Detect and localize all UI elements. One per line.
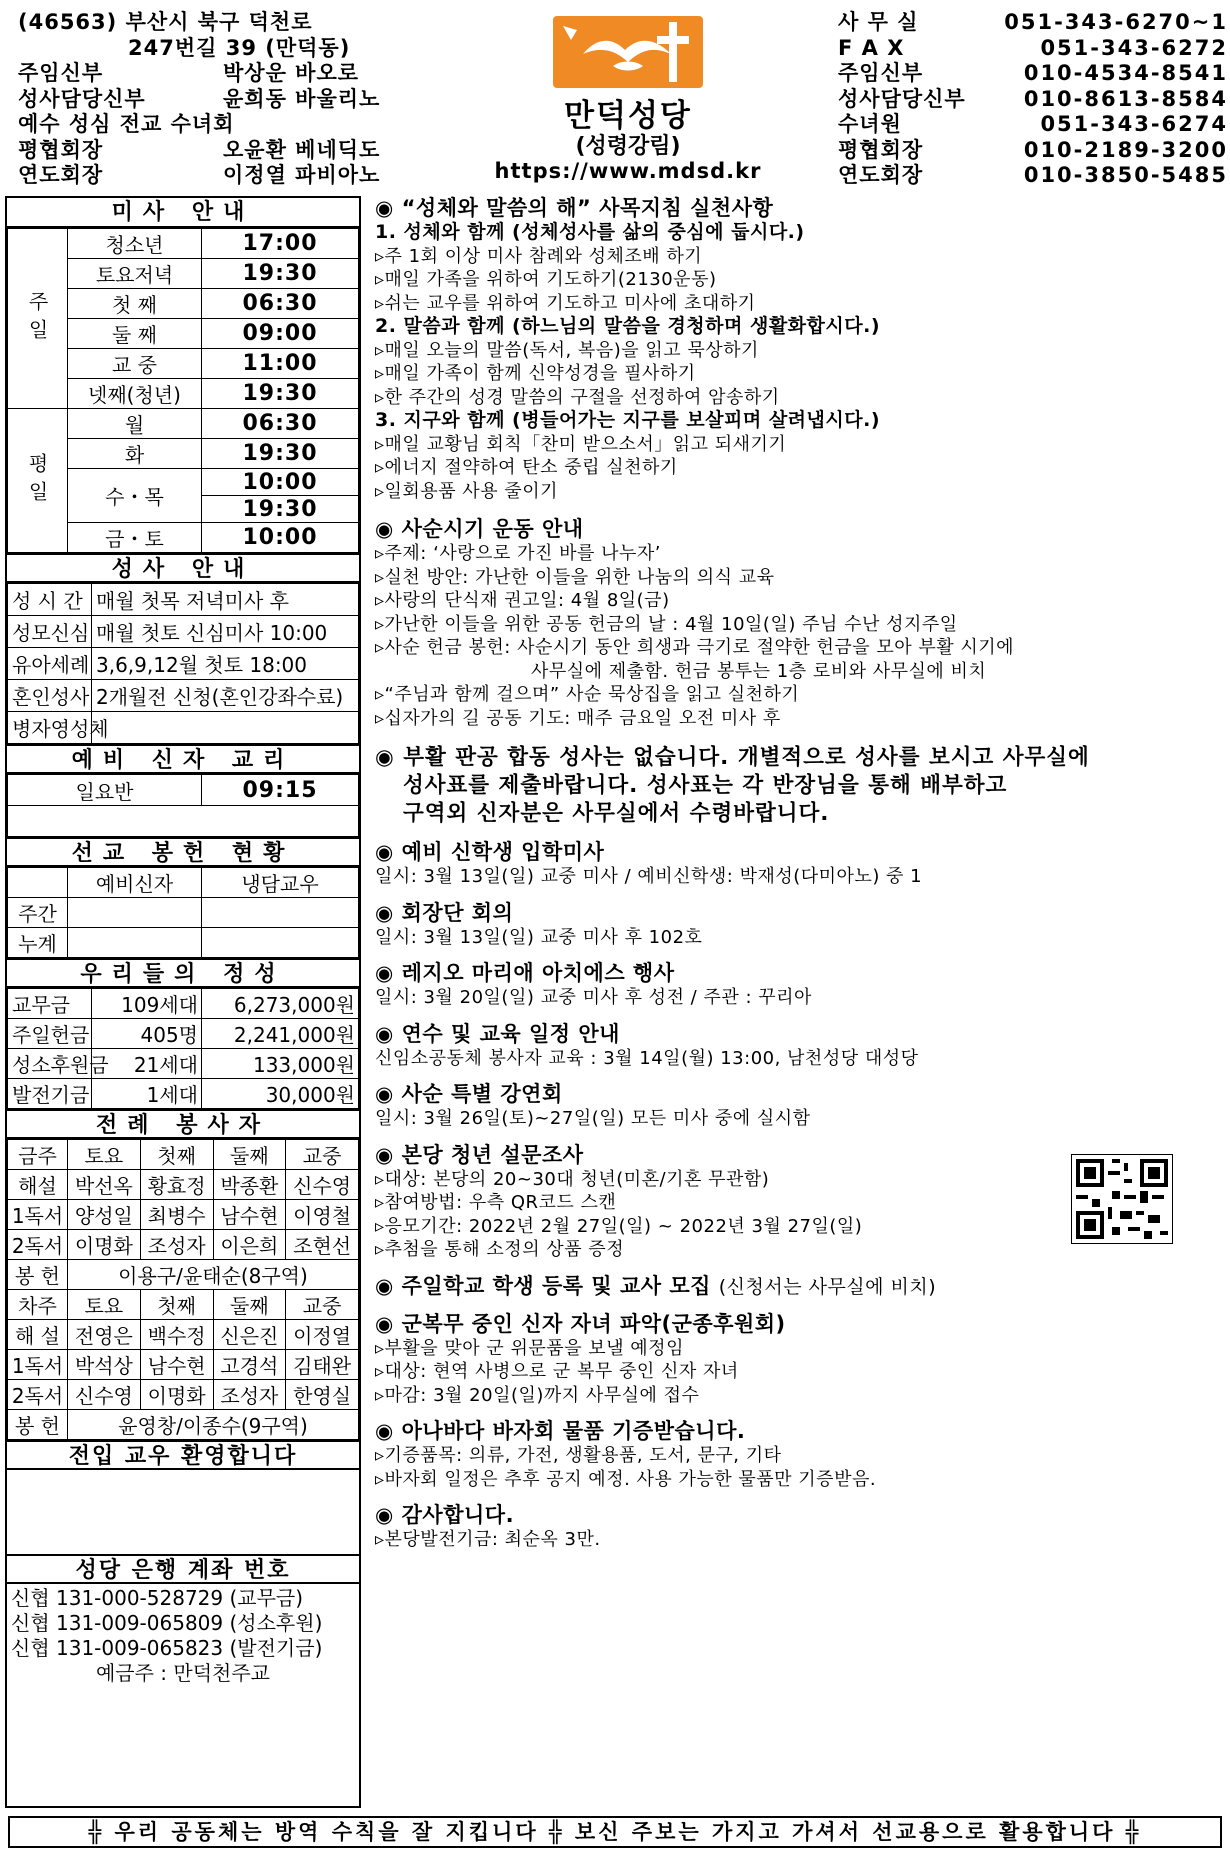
liturgy-header-cell: 교중 bbox=[286, 1140, 359, 1170]
notice-item: ▹쉬는 교우를 위하여 기도하고 미사에 초대하기 bbox=[375, 292, 756, 314]
offering-type: 교무금 bbox=[8, 989, 92, 1019]
catechumen-table bbox=[7, 774, 359, 837]
offering-amount: 30,000원 bbox=[202, 1079, 359, 1109]
liturgy-role: 2독서 bbox=[8, 1380, 68, 1410]
liturgy-person: 이영철 bbox=[286, 1200, 359, 1230]
notice-lent bbox=[375, 517, 1225, 730]
catechumen-time: 09:15 bbox=[202, 775, 359, 806]
notice-item: ▹부활을 맞아 군 위문품을 보낼 예정임 bbox=[375, 1337, 684, 1359]
offering-type: 발전기금 bbox=[8, 1079, 92, 1109]
header-info-row bbox=[18, 36, 438, 62]
liturgy-person: 최병수 bbox=[140, 1200, 213, 1230]
liturgy-person: 이정열 bbox=[286, 1320, 359, 1350]
liturgy-title: 전례 봉사자 bbox=[7, 1109, 359, 1139]
qr-code-icon[interactable] bbox=[1071, 1154, 1173, 1244]
notice-title: ◉ 연수 및 교육 일정 안내 bbox=[375, 1021, 620, 1046]
bank-account: 신협 131-000-528729 (교무금) bbox=[11, 1586, 304, 1610]
sacrament-title: 성사 안내 bbox=[7, 553, 359, 583]
bank-account: 신협 131-009-065809 (성소후원) bbox=[11, 1611, 323, 1635]
welcome-title: 전입 교우 환영합니다 bbox=[7, 1440, 359, 1470]
notice-item: ▹주 1회 이상 미사 참례와 성체조배 하기 bbox=[375, 245, 703, 267]
notice-item: ▹사랑의 단식재 권고일: 4월 8일(금) bbox=[375, 590, 670, 611]
notice-council bbox=[375, 901, 1225, 950]
sacrament-schedule: 매월 첫목 저녁미사 후 bbox=[92, 584, 359, 616]
mass-time: 11:00 bbox=[202, 349, 359, 379]
notice-pastoral bbox=[375, 196, 1225, 503]
liturgy-person: 조성자 bbox=[213, 1380, 286, 1410]
liturgy-person: 고경석 bbox=[213, 1350, 286, 1380]
liturgy-header-cell: 차주 bbox=[8, 1290, 68, 1320]
contact-label: 주임신부 bbox=[838, 61, 924, 85]
liturgy-person: 한영실 bbox=[286, 1380, 359, 1410]
contact-label: 연도회장 bbox=[838, 163, 924, 187]
liturgy-header-row bbox=[8, 1140, 359, 1170]
liturgy-table bbox=[7, 1139, 359, 1440]
contact-number[interactable]: 051-343-6272 bbox=[1040, 35, 1228, 60]
catechumen-empty-row bbox=[8, 806, 359, 837]
offering-row bbox=[8, 1049, 359, 1079]
liturgy-role: 2독서 bbox=[8, 1230, 68, 1260]
liturgy-row bbox=[8, 1200, 359, 1230]
notice-item: ▹실천 방안: 가난한 이들을 위한 나눔의 의식 교육 bbox=[375, 566, 775, 588]
notice-item: ▹응모기간: 2022년 2월 27일(일) ~ 2022년 3월 27일(일) bbox=[375, 1215, 863, 1237]
contact-label: 사 무 실 bbox=[838, 10, 919, 34]
mass-time: 19:30 bbox=[202, 439, 359, 469]
offering-title: 우리들의 정성 bbox=[7, 958, 359, 988]
contact-label: 성사담당신부 bbox=[838, 86, 966, 111]
liturgy-person: 신수영 bbox=[286, 1170, 359, 1200]
notice-item: ▹가난한 이들을 위한 공동 헌금의 날 : 4월 10일(일) 주님 수난 성지주일 bbox=[375, 613, 958, 635]
sacrament-schedule: 2개월전 신청(혼인강좌수료) bbox=[92, 680, 359, 712]
bank-account: 신협 131-009-065823 (발전기금) bbox=[11, 1636, 323, 1660]
liturgy-role: 1독서 bbox=[8, 1350, 68, 1380]
sacrament-name: 유아세례 bbox=[8, 648, 92, 680]
bank-holder: 예금주 : 만덕천주교 bbox=[95, 1661, 270, 1685]
header-info-row bbox=[18, 112, 438, 138]
notice-item-continued-text: 사무실에 제출함. 헌금 봉투는 1층 로비와 사무실에 비치 bbox=[531, 660, 987, 682]
notice-title: ◉ “성체와 말씀의 해” 사목지침 실천사항 bbox=[375, 196, 774, 220]
mission-row-weekly: 주간 bbox=[8, 898, 68, 928]
notice-title: ◉ 레지오 마리애 아치에스 행사 bbox=[375, 961, 675, 985]
mass-name: 교 중 bbox=[68, 349, 202, 379]
welcome-area bbox=[7, 1470, 359, 1554]
mass-time: 06:30 bbox=[202, 409, 359, 439]
header-info-key: 주임신부 bbox=[18, 61, 104, 85]
notice-training bbox=[375, 1022, 1225, 1071]
liturgy-person: 백수정 bbox=[140, 1320, 213, 1350]
contact-number[interactable]: 010-4534-8541 bbox=[1023, 61, 1228, 85]
liturgy-row bbox=[8, 1350, 359, 1380]
bank-title: 성당 은행 계좌 번호 bbox=[7, 1554, 359, 1584]
liturgy-role: 봉 헌 bbox=[8, 1410, 68, 1440]
notice-title: ◉ 사순시기 운동 안내 bbox=[375, 517, 584, 541]
sacrament-row bbox=[8, 712, 359, 744]
mass-name: 금・토 bbox=[68, 523, 202, 553]
notice-item: ▹사순 헌금 봉헌: 사순시기 동안 희생과 극기로 절약한 헌금을 모아 부활 시기에 bbox=[375, 637, 1015, 658]
liturgy-role: 1독서 bbox=[8, 1200, 68, 1230]
church-name: 만덕성당 bbox=[564, 98, 692, 134]
notice-item: ▹주제: ‘사랑으로 가진 바를 나누자’ bbox=[375, 543, 661, 564]
header-info-value: 박상운 바오로 bbox=[223, 61, 360, 85]
liturgy-header-cell: 토요 bbox=[68, 1290, 141, 1320]
offering-amount: 133,000원 bbox=[202, 1049, 359, 1079]
header-info-key: 247번길 39 (만덕동) bbox=[128, 35, 351, 60]
liturgy-role: 봉 헌 bbox=[8, 1260, 68, 1290]
notice-item: 일시: 3월 20일(일) 교중 미사 후 성전 / 주관 : 꾸리아 bbox=[375, 987, 812, 1008]
mass-name: 둘 째 bbox=[68, 319, 202, 349]
contact-row bbox=[838, 10, 1228, 36]
notice-big-line: 성사표를 제출바랍니다. 성사표는 각 반장님을 통해 배부하고 bbox=[403, 773, 1008, 798]
bank-accounts bbox=[7, 1584, 359, 1688]
liturgy-row bbox=[8, 1230, 359, 1260]
right-column bbox=[375, 196, 1225, 1558]
liturgy-person: 박석상 bbox=[68, 1350, 141, 1380]
sacrament-schedule: 매월 첫토 신심미사 10:00 bbox=[92, 616, 359, 648]
footer-banner: ╬ 우리 공동체는 방역 수칙을 잘 지킵니다 ╬ 보신 주보는 가지고 가셔서 선교용으로 활용합니다 ╬ bbox=[8, 1816, 1222, 1848]
offering-row bbox=[8, 1079, 359, 1109]
contact-row bbox=[838, 87, 1228, 113]
notice-seminarian bbox=[375, 840, 1225, 889]
notice-title: ◉ 사순 특별 강연회 bbox=[375, 1082, 563, 1106]
liturgy-header-cell: 첫째 bbox=[140, 1290, 213, 1320]
contact-number[interactable]: 051-343-6274 bbox=[1040, 112, 1228, 136]
sacrament-table bbox=[7, 583, 359, 744]
header-info-value: 이정열 파비아노 bbox=[223, 163, 381, 187]
header-info-value: 윤희동 바울리노 bbox=[223, 86, 381, 111]
notice-title: ◉ 아나바다 바자회 물품 기증받습니다. bbox=[375, 1419, 746, 1443]
header bbox=[8, 6, 1228, 192]
header-info-key: 성사담당신부 bbox=[18, 86, 146, 111]
liturgy-row bbox=[8, 1380, 359, 1410]
contact-label: F A X bbox=[838, 35, 905, 60]
liturgy-offering-row bbox=[8, 1260, 359, 1290]
notice-big-line: ◉ 부활 판공 합동 성사는 없습니다. 개별적으로 성사를 보시고 사무실에 bbox=[375, 745, 1090, 770]
mission-title: 선교 봉헌 현황 bbox=[7, 837, 359, 867]
mass-time: 10:00 bbox=[202, 523, 359, 553]
notice-item: 신임소공동체 봉사자 교육 : 3월 14일(월) 13:00, 남천성당 대성당 bbox=[375, 1047, 919, 1069]
header-info-key: 평협회장 bbox=[18, 137, 104, 162]
mass-table bbox=[7, 228, 359, 553]
mass-time: 19:30 bbox=[202, 259, 359, 289]
header-left-info bbox=[18, 10, 438, 189]
sacrament-row bbox=[8, 680, 359, 712]
notice-item-continued bbox=[375, 660, 1225, 684]
notice-item: ▹“주님과 함께 걸으며” 사순 묵상집을 읽고 실천하기 bbox=[375, 684, 800, 705]
notice-item: ▹십자가의 길 공동 기도: 매주 금요일 오전 미사 후 bbox=[375, 707, 781, 729]
mission-cell bbox=[202, 898, 359, 928]
offering-count: 21세대 bbox=[92, 1049, 202, 1079]
notice-subtitle: 1. 성체와 함께 (성체성사를 삶의 중심에 둡시다.) bbox=[375, 221, 805, 243]
header-info-row bbox=[18, 163, 438, 189]
sacrament-name: 성모신심 bbox=[8, 616, 92, 648]
liturgy-person: 남수현 bbox=[140, 1350, 213, 1380]
liturgy-person: 신은진 bbox=[213, 1320, 286, 1350]
liturgy-person: 조현선 bbox=[286, 1230, 359, 1260]
liturgy-offering-row bbox=[8, 1410, 359, 1440]
notice-subtitle: 2. 말씀과 함께 (하느님의 말씀을 경청하며 생활화합시다.) bbox=[375, 315, 881, 337]
notice-item: 일시: 3월 26일(토)~27일(일) 모든 미사 중에 실시함 bbox=[375, 1108, 811, 1129]
notice-title: ◉ 예비 신학생 입학미사 bbox=[375, 840, 605, 864]
mass-name: 화 bbox=[68, 439, 202, 469]
liturgy-header-cell: 금주 bbox=[8, 1140, 68, 1170]
notice-legion bbox=[375, 961, 1225, 1010]
mass-name: 월 bbox=[68, 409, 202, 439]
header-info-key: (46563) 부산시 북구 덕천로 bbox=[18, 10, 313, 34]
sacrament-schedule bbox=[92, 712, 359, 744]
mass-time: 09:00 bbox=[202, 319, 359, 349]
church-logo bbox=[494, 16, 762, 183]
notice-item: ▹매일 가족이 함께 신약성경을 필사하기 bbox=[375, 363, 696, 384]
header-info-row bbox=[18, 61, 438, 87]
mass-time: 06:30 bbox=[202, 289, 359, 319]
sacrament-row bbox=[8, 584, 359, 616]
liturgy-header-cell: 첫째 bbox=[140, 1140, 213, 1170]
liturgy-offering-people: 윤영창/이종수(9구역) bbox=[68, 1410, 359, 1440]
notice-thanks bbox=[375, 1503, 1225, 1552]
notice-bazaar bbox=[375, 1419, 1225, 1491]
offering-count: 1세대 bbox=[92, 1079, 202, 1109]
notice-item: ▹추첨을 통해 소정의 상품 증정 bbox=[375, 1239, 625, 1260]
liturgy-header-cell: 교중 bbox=[286, 1290, 359, 1320]
liturgy-person: 이은희 bbox=[213, 1230, 286, 1260]
contact-number[interactable]: 010-3850-5485 bbox=[1023, 163, 1228, 187]
mission-table bbox=[7, 867, 359, 958]
notice-big-line: 구역외 신자분은 사무실에서 수령바랍니다. bbox=[403, 801, 830, 826]
notice-item: ▹에너지 절약하여 탄소 중립 실천하기 bbox=[375, 457, 678, 478]
header-contacts bbox=[838, 10, 1228, 189]
notice-confession bbox=[375, 744, 1225, 828]
notice-lecture bbox=[375, 1082, 1225, 1131]
qr-pattern bbox=[1072, 1155, 1172, 1243]
offering-count: 405명 bbox=[92, 1019, 202, 1049]
liturgy-person: 양성일 bbox=[68, 1200, 141, 1230]
contact-label: 수녀원 bbox=[838, 112, 902, 136]
notice-title bbox=[375, 1274, 1225, 1300]
header-info-key: 연도회장 bbox=[18, 163, 104, 187]
mass-time: 10:00 bbox=[202, 469, 359, 496]
notice-military bbox=[375, 1312, 1225, 1408]
mission-cell bbox=[68, 928, 202, 958]
mission-cell bbox=[68, 898, 202, 928]
sacrament-name: 병자영성체 bbox=[8, 712, 92, 744]
contact-number[interactable]: 051-343-6270~1 bbox=[1004, 10, 1228, 34]
notice-item: ▹대상: 현역 사병으로 군 복무 중인 신자 자녀 bbox=[375, 1361, 739, 1382]
notice-item: 일시: 3월 13일(일) 교중 미사 후 102호 bbox=[375, 926, 703, 948]
mass-name: 넷째(청년) bbox=[68, 379, 202, 409]
liturgy-person: 박선옥 bbox=[68, 1170, 141, 1200]
contact-row bbox=[838, 112, 1228, 138]
liturgy-person: 황효정 bbox=[140, 1170, 213, 1200]
mass-time: 19:30 bbox=[202, 379, 359, 409]
church-subtitle: (성령강림) bbox=[575, 134, 681, 159]
liturgy-person: 이명화 bbox=[68, 1230, 141, 1260]
mission-corner bbox=[8, 868, 68, 898]
liturgy-person: 조성자 bbox=[140, 1230, 213, 1260]
left-column bbox=[5, 196, 361, 1808]
liturgy-person: 박종환 bbox=[213, 1170, 286, 1200]
liturgy-person: 남수현 bbox=[213, 1200, 286, 1230]
notice-item: ▹매일 교황님 회칙「찬미 받으소서」읽고 되새기기 bbox=[375, 433, 787, 455]
mass-name: 토요저녁 bbox=[68, 259, 202, 289]
mass-row bbox=[8, 229, 359, 259]
header-info-key: 예수 성심 전교 수녀회 bbox=[18, 112, 235, 136]
sacrament-row bbox=[8, 616, 359, 648]
notice-item: ▹바자회 일정은 추후 공지 예정. 사용 가능한 물품만 기증받음. bbox=[375, 1468, 877, 1490]
offering-row bbox=[8, 1019, 359, 1049]
notice-title-note: (신청서는 사무실에 비치) bbox=[718, 1275, 937, 1298]
mass-time: 19:30 bbox=[202, 496, 359, 523]
liturgy-person: 신수영 bbox=[68, 1380, 141, 1410]
mass-time: 17:00 bbox=[202, 229, 359, 259]
header-info-value: 오윤환 베네딕도 bbox=[223, 137, 381, 162]
contact-row bbox=[838, 36, 1228, 62]
offering-row bbox=[8, 989, 359, 1019]
notice-title: ◉ 회장단 회의 bbox=[375, 900, 514, 925]
contact-row bbox=[838, 61, 1228, 87]
mass-name: 청소년 bbox=[68, 229, 202, 259]
sacrament-schedule: 3,6,9,12월 첫토 18:00 bbox=[92, 648, 359, 680]
offering-amount: 6,273,000원 bbox=[202, 989, 359, 1019]
liturgy-role: 해설 bbox=[8, 1170, 68, 1200]
contact-number[interactable]: 010-2189-3200 bbox=[1023, 137, 1228, 162]
liturgy-offering-people: 이용구/윤태순(8구역) bbox=[68, 1260, 359, 1290]
notice-subtitle: 3. 지구와 함께 (병들어가는 지구를 보살피며 살려냅시다.) bbox=[375, 409, 881, 431]
sacrament-name: 혼인성사 bbox=[8, 680, 92, 712]
contact-row bbox=[838, 163, 1228, 189]
liturgy-header-row bbox=[8, 1290, 359, 1320]
liturgy-header-cell: 둘째 bbox=[213, 1140, 286, 1170]
contact-label: 평협회장 bbox=[838, 137, 924, 162]
notice-item: ▹기증품목: 의류, 가전, 생활용품, 도서, 문구, 기타 bbox=[375, 1445, 782, 1466]
header-info-row bbox=[18, 10, 438, 36]
sacrament-row bbox=[8, 648, 359, 680]
mass-title: 미사 안내 bbox=[7, 198, 359, 228]
notice-sunday-school bbox=[375, 1274, 1225, 1300]
liturgy-person: 김태완 bbox=[286, 1350, 359, 1380]
catechumen-class: 일요반 bbox=[8, 775, 202, 806]
notice-item: ▹매일 오늘의 말씀(독서, 복음)을 읽고 묵상하기 bbox=[375, 339, 759, 361]
liturgy-row bbox=[8, 1170, 359, 1200]
notice-item: ▹한 주간의 성경 말씀의 구절을 선정하여 암송하기 bbox=[375, 386, 780, 408]
offering-type: 주일헌금 bbox=[8, 1019, 92, 1049]
liturgy-person: 전영은 bbox=[68, 1320, 141, 1350]
liturgy-header-cell: 둘째 bbox=[213, 1290, 286, 1320]
church-website[interactable]: https://www.mdsd.kr bbox=[494, 159, 762, 183]
weekday-label: 평일 bbox=[8, 409, 68, 553]
notice-item: ▹참여방법: 우측 QR코드 스캔 bbox=[375, 1192, 617, 1213]
header-info-row bbox=[18, 87, 438, 113]
liturgy-header-cell: 토요 bbox=[68, 1140, 141, 1170]
notice-title: ◉ 본당 청년 설문조사 bbox=[375, 1142, 584, 1167]
offering-table bbox=[7, 988, 359, 1109]
offering-amount: 2,241,000원 bbox=[202, 1019, 359, 1049]
liturgy-role: 해 설 bbox=[8, 1320, 68, 1350]
notice-title-text: ◉ 주일학교 학생 등록 및 교사 모집 bbox=[375, 1273, 711, 1298]
mass-name: 수・목 bbox=[68, 469, 202, 523]
notice-title: ◉ 군복무 중인 신자 자녀 파악(군종후원회) bbox=[375, 1311, 786, 1336]
notice-title: ◉ 감사합니다. bbox=[375, 1503, 515, 1527]
notice-item: ▹매일 가족을 위하여 기도하기(2130운동) bbox=[375, 269, 717, 290]
bulletin-body bbox=[5, 196, 1225, 1808]
notice-item: ▹일회용품 사용 줄이기 bbox=[375, 480, 558, 502]
notice-item: ▹대상: 본당의 20~30대 청년(미혼/기혼 무관함) bbox=[375, 1168, 770, 1190]
notice-item: ▹마감: 3월 20일(일)까지 사무실에 접수 bbox=[375, 1384, 700, 1406]
mission-row-total: 누계 bbox=[8, 928, 68, 958]
header-info-row bbox=[18, 138, 438, 164]
contact-row bbox=[838, 138, 1228, 164]
catechumen-title: 예비 신자 교리 bbox=[7, 744, 359, 774]
sunday-label: 주일 bbox=[8, 229, 68, 409]
notice-item: ▹본당발전기금: 최순옥 3만. bbox=[375, 1529, 601, 1550]
mission-cell bbox=[202, 928, 359, 958]
mission-col-2: 냉담교우 bbox=[202, 868, 359, 898]
offering-count: 109세대 bbox=[92, 989, 202, 1019]
mass-name: 첫 째 bbox=[68, 289, 202, 319]
mission-col-1: 예비신자 bbox=[68, 868, 202, 898]
offering-type: 성소후원금 bbox=[8, 1049, 92, 1079]
contact-number[interactable]: 010-8613-8584 bbox=[1023, 86, 1228, 111]
logo-mark-icon bbox=[553, 16, 703, 88]
notice-item: 일시: 3월 13일(일) 교중 미사 / 예비신학생: 박재성(다미아노) 중 1 bbox=[375, 866, 923, 887]
liturgy-row bbox=[8, 1320, 359, 1350]
mass-row bbox=[8, 409, 359, 439]
sacrament-name: 성 시 간 bbox=[8, 584, 92, 616]
liturgy-person: 이명화 bbox=[140, 1380, 213, 1410]
